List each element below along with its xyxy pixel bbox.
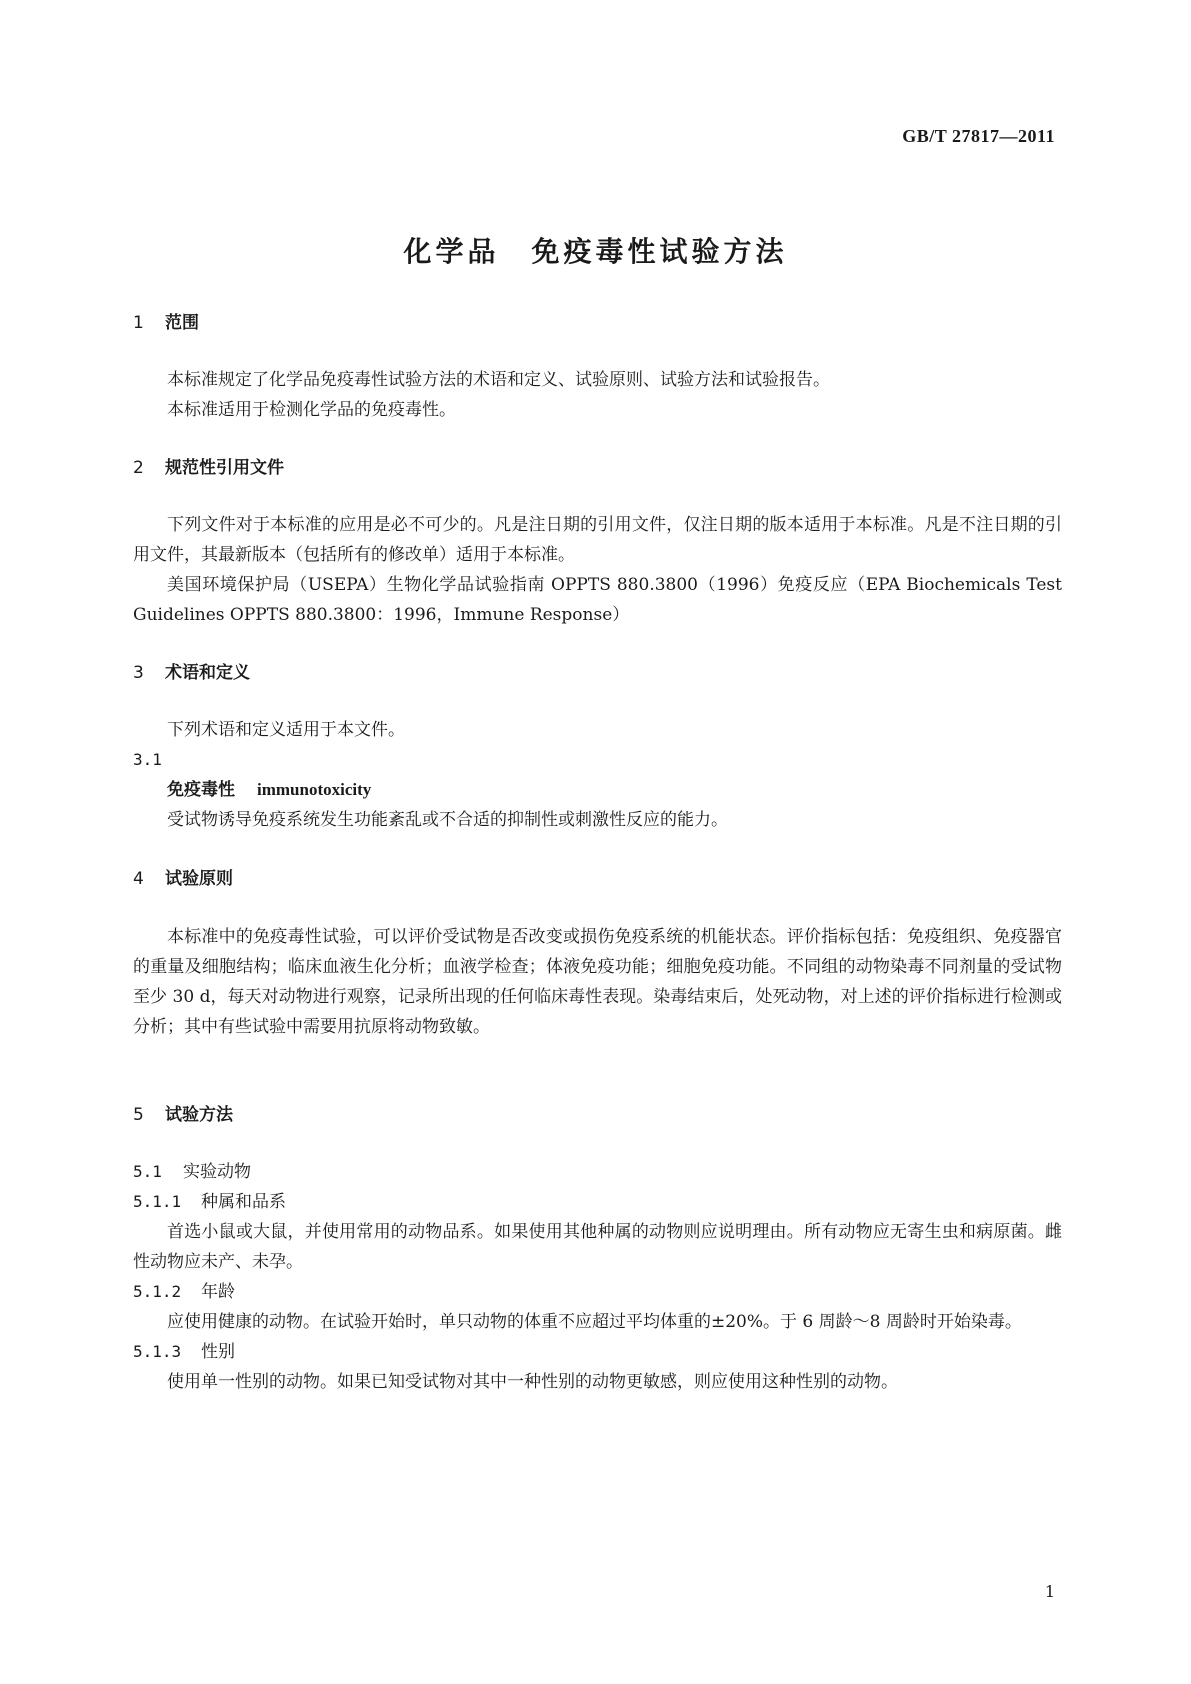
subclause-5-1-2-paragraph: 应使用健康的动物。在试验开始时，单只动物的体重不应超过平均体重的±20%。于 6 周龄～8 周龄时开始染毒。 <box>167 1312 1022 1332</box>
section-1 <box>133 310 1062 336</box>
subclause-5-1-1-paragraph: 首选小鼠或大鼠，并使用常用的动物品系。如果使用其他种属的动物则应说明理由。所有动物应无寄生虫和病原菌。雌性动物应未产、未孕。 <box>133 1222 1062 1272</box>
section-1-body <box>133 365 1062 425</box>
section-2-paragraph-2: 美国环境保护局（USEPA）生物化学品试验指南 OPPTS 880.3800（1996）免疫反应（EPA Biochemicals Test Guidelines OPPTS 880.3800：1996，Immune Response） <box>133 575 1062 625</box>
section-2 <box>133 455 1062 481</box>
term-english: immunotoxicity <box>257 780 372 799</box>
section-4-heading: 4 试验原则 <box>133 869 233 889</box>
page-number: 1 <box>1044 1582 1055 1601</box>
term-chinese: 免疫毒性 <box>167 780 235 800</box>
section-1-paragraph-2: 本标准适用于检测化学品的免疫毒性。 <box>167 400 456 420</box>
section-2-body <box>133 510 1062 630</box>
section-5 <box>133 1102 1062 1128</box>
section-4-body <box>133 922 1062 1042</box>
document-title: 化学品 免疫毒性试验方法 <box>403 235 788 268</box>
subclause-5-1: 5.1 实验动物 <box>133 1162 251 1182</box>
subclause-5-1-3: 5.1.3 性别 <box>133 1342 235 1362</box>
subclause-5-1-2: 5.1.2 年龄 <box>133 1282 235 1302</box>
section-5-heading: 5 试验方法 <box>133 1105 233 1125</box>
subclause-3-1-number: 3.1 <box>133 750 162 769</box>
section-1-paragraph-1: 本标准规定了化学品免疫毒性试验方法的术语和定义、试验原则、试验方法和试验报告。 <box>167 370 830 390</box>
standard-number: GB/T 27817—2011 <box>902 126 1055 146</box>
section-1-heading: 1 范围 <box>133 313 199 333</box>
subclause-5-1-1: 5.1.1 种属和品系 <box>133 1192 286 1212</box>
section-3-paragraph-1: 下列术语和定义适用于本文件。 <box>167 720 405 740</box>
section-2-heading: 2 规范性引用文件 <box>133 458 284 478</box>
section-4 <box>133 866 1062 892</box>
term-definition: 受试物诱导免疫系统发生功能紊乱或不合适的抑制性或刺激性反应的能力。 <box>167 810 728 830</box>
term-entry <box>133 775 1062 805</box>
section-2-paragraph-1: 下列文件对于本标准的应用是必不可少的。凡是注日期的引用文件，仅注日期的版本适用于本标准。凡是不注日期的引用文件，其最新版本（包括所有的修改单）适用于本标准。 <box>133 515 1062 565</box>
section-4-paragraph-1: 本标准中的免疫毒性试验，可以评价受试物是否改变或损伤免疫系统的机能状态。评价指标包括：免疫组织、免疫器官的重量及细胞结构；临床血液生化分析；血液学检查；体液免疫功能；细胞免疫功能。不同组的动物染毒不同剂量的受试物至少 30 d，每天对动物进行观察，记录所出现的任何临床毒性表现。染毒结束后，处死动物，对上述的评价指标进行检测或分析；其中有些试验中需要用抗原将动物致敏。 <box>133 927 1062 1037</box>
section-3-heading: 3 术语和定义 <box>133 663 250 683</box>
subclause-5-1-3-paragraph: 使用单一性别的动物。如果已知受试物对其中一种性别的动物更敏感，则应使用这种性别的动物。 <box>167 1372 898 1392</box>
section-3 <box>133 660 1062 686</box>
section-5-body <box>133 1157 1062 1397</box>
section-3-body <box>133 715 1062 835</box>
